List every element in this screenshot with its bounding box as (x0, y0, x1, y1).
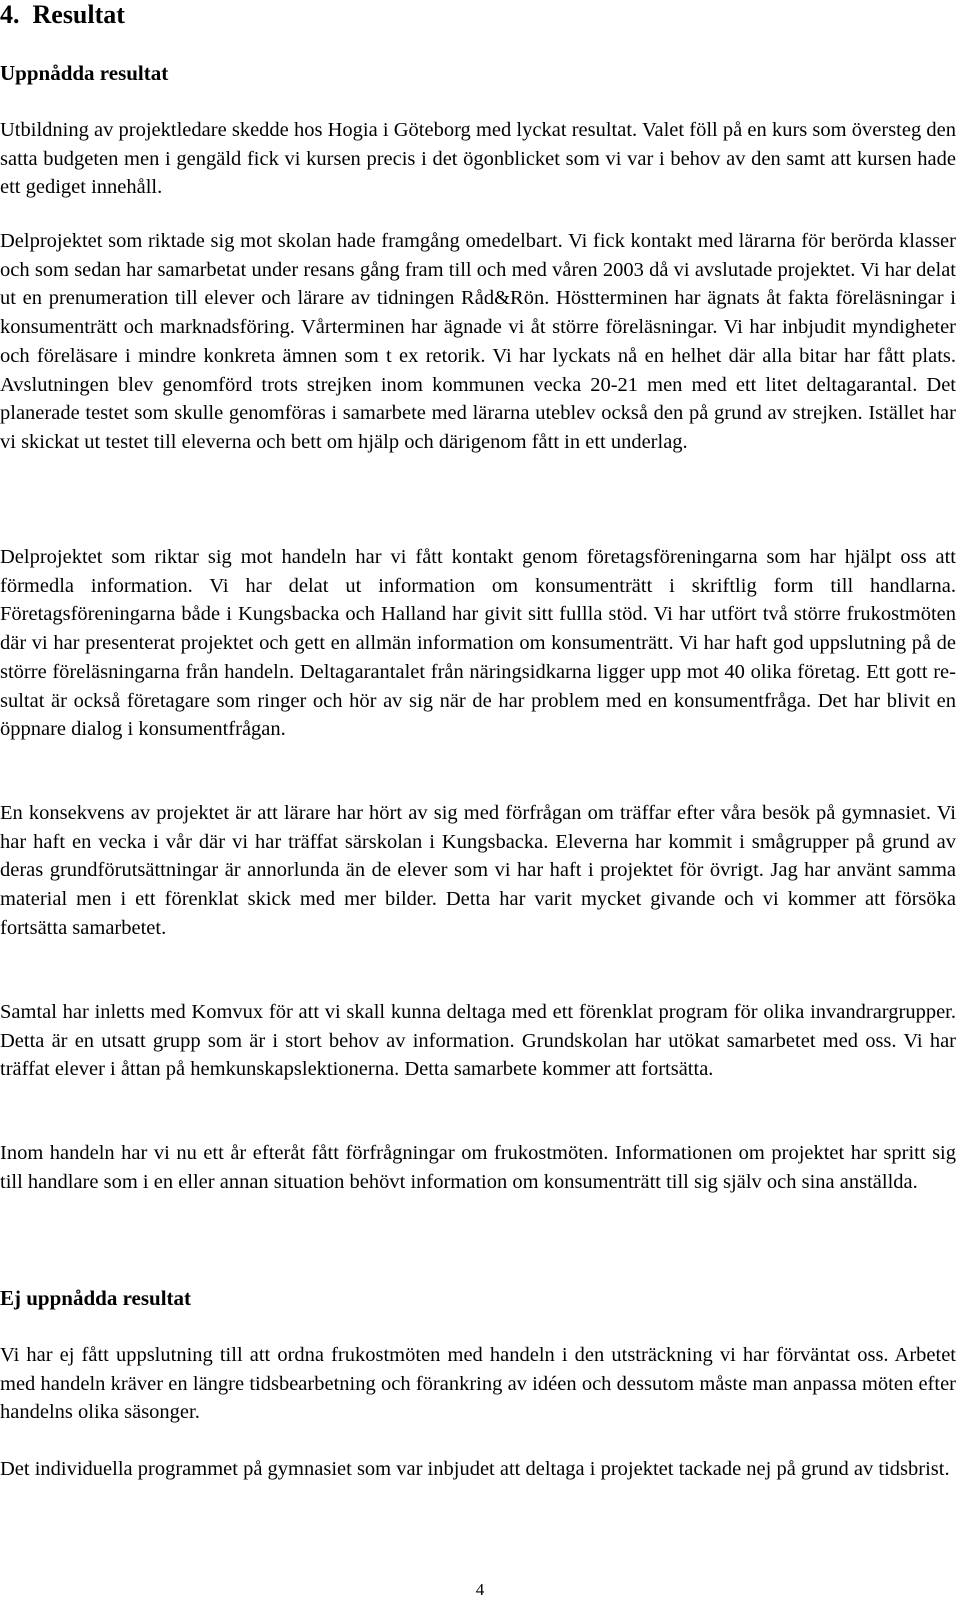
section-heading-not-achieved: Ej uppnådda resultat (0, 1286, 192, 1310)
paragraph: En konsekvens av projektet är att lärare har hört av sig med förfrågan om träffar efter våra besök på gymnasiet. Vi har haft en vecka i vår där vi har träffat särskolan i Kungsbacka. Eleverna har kommit i smågrupper på grund av deras grundförutsättningar är annorlunda än de elever som vi har haft i projektet för övrigt. Jag har använt samma material men i ett förenklat skick med mer bilder. Detta har varit mycket givande och vi kommer att försöka fortsätta samarbetet. (0, 802, 956, 939)
paragraph: Samtal har inletts med Komvux för att vi skall kunna deltaga med ett förenklat program för olika invandrargrupper. Detta är en utsatt grupp som är i stort behov av information. Grundskolan har utökat samarbetet med oss. Vi har träffat elever i åttan på hemkunskapslektionerna. Detta samarbete kommer att fortsätta. (0, 1001, 956, 1081)
chapter-heading (0, 0, 125, 32)
paragraph: Delprojektet som riktar sig mot handeln har vi fått kontakt genom företagsföreningarna som har hjälpt oss att förmedla information. Vi har delat ut information om konsumenträtt i skriftlig form till handlarna. Företagsföreningarna både i Kungsbacka och Halland har givit sitt fullla stöd. Vi har utfört två större frukostmöten där vi har presenterat projektet och gett en allmän information om konsumenträtt. Vi har haft god uppslutning på de större föreläsningarna från handeln. Deltagarantalet från näringsidkarna ligger upp mot 40 olika företag. Ett gott resultat är också företagare som ringer och hör av sig när de har problem med en konsumentfråga. Det har blivit en öppnare dialog i konsumentfrågan. (0, 546, 956, 741)
paragraph: Utbildning av projektledare skedde hos Hogia i Göteborg med lyckat resultat. Valet föll på en kurs som översteg den satta budgeten men i gengäld fick vi kursen precis i det ögonblicket som vi var i behov av den samt att kursen hade ett gediget innehåll. (0, 119, 956, 199)
chapter-title: Resultat (32, 0, 125, 29)
chapter-number: 4. (0, 0, 20, 29)
section-heading-achieved: Uppnådda resultat (0, 61, 169, 85)
paragraph: Vi har ej fått uppslutning till att ordna frukostmöten med handeln i den utsträckning vi har förväntat oss. Arbetet med handeln kräver en längre tidsbearbetning och förankring av idéen och dessutom måste man anpassa möten efter handelns olika säsonger. (0, 1344, 956, 1424)
page-number: 4 (475, 1580, 485, 1599)
paragraph: Det individuella programmet på gymnasiet som var inbjudet att deltaga i projektet tackade nej på grund av tidsbrist. (0, 1458, 950, 1480)
paragraph: Inom handeln har vi nu ett år efteråt fått förfrågningar om frukostmöten. Informationen om projektet har spritt sig till handlare som i en eller annan situation behövt information om konsumenträtt till sig själv och sina anställda. (0, 1142, 956, 1193)
paragraph: Delprojektet som riktade sig mot skolan hade framgång omedelbart. Vi fick kontakt med lärarna för berörda klasser och som sedan har samarbetat under resans gång fram till och med våren 2003 då vi avslutade projektet. Vi har delat ut en prenumeration till elever och lärare av tidningen Råd&Rön. Höstterminen har ägnats åt fakta föreläsningar i konsumenträtt och marknadsföring. Vårterminen har ägnade vi åt större föreläsningar. Vi har inbjudit myndigheter och föreläsare i mindre konkreta ämnen som t ex retorik. Vi har lyckats nå en helhet där alla bitar har fått plats. Avslutningen blev genomförd trots strejken inom kommunen vecka 20-21 men med ett litet deltagarantal. Det planerade testet som skulle genomföras i samarbete med lärarna uteblev också den på grund av strejken. Istället har vi skickat ut testet till eleverna och bett om hjälp och därigenom fått in ett underlag. (0, 230, 956, 453)
